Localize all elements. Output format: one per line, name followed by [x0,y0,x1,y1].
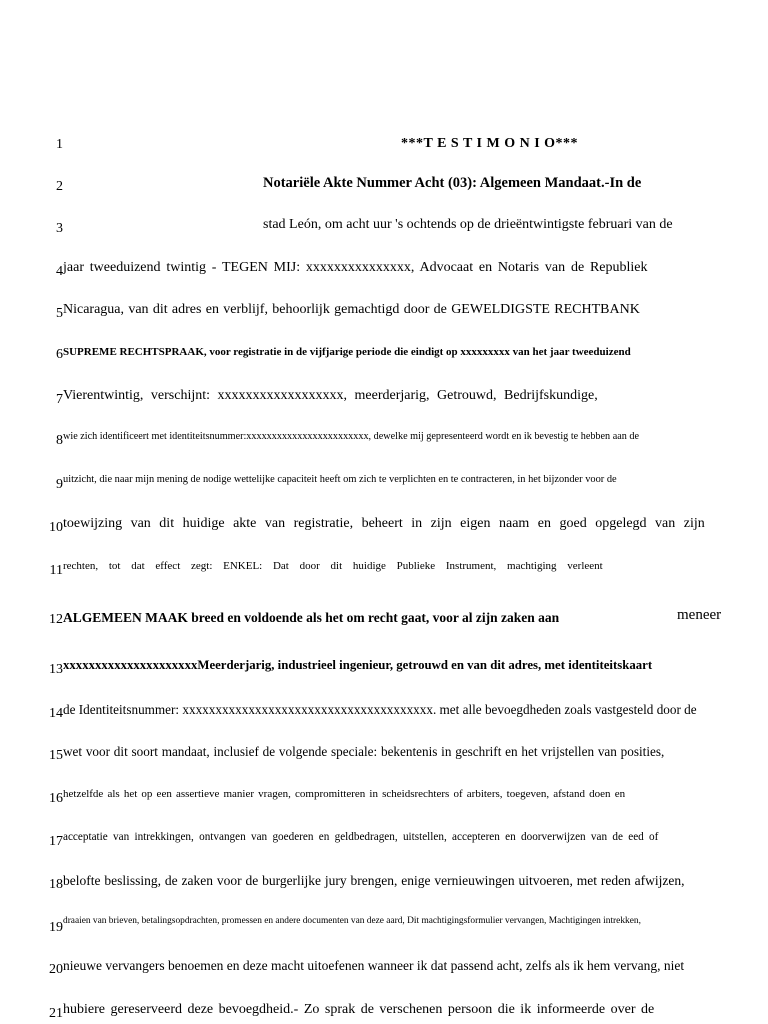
line-number: 18 [49,877,63,892]
line-number: 6 [56,347,63,362]
line-number: 21 [49,1006,63,1021]
line-number: 19 [49,920,63,935]
body-text: belofte beslissing, de zaken voor de burgerlijke jury brengen, enige vernieuwingen uitvoeren, met reden afwijzen, [63,873,685,888]
body-text: toewijzing van dit huidige akte van registratie, beheert in zijn eigen naam en goed opgelegd van zijn [63,516,705,531]
line-number: 14 [49,706,63,721]
line-number: 15 [49,748,63,763]
body-text: draaien van brieven, betalingsopdrachten, promessen en andere documenten van deze aard, Dit machtigingsformulier vervangen, Machtigingen intrekken, [63,916,641,926]
line-number: 5 [56,306,63,321]
line-number: 20 [49,962,63,977]
body-text-extra: meneer [677,607,722,623]
body-text: rechten, tot dat effect zegt: ENKEL: Dat door dit huidige Publieke Instrument, machtiging verleent [63,560,603,572]
body-text: ALGEMEEN MAAK breed en voldoende als het om recht gaat, voor al zijn zaken aan [63,610,560,625]
line-number: 13 [49,662,63,677]
body-text: uitzicht, die naar mijn mening de nodige wettelijke capaciteit heeft om zich te verplichten en te contracteren, in het bijzonder voor de [63,474,617,485]
line-number: 3 [56,221,63,236]
body-text: nieuwe vervangers benoemen en deze macht uitoefenen wanneer ik dat passend acht, zelfs als ik hem vervang, niet [63,958,685,973]
body-text: xxxxxxxxxxxxxxxxxxxxxMeerderjarig, industrieel ingenieur, getrouwd en van dit adres, met identiteitskaart [63,658,653,672]
document-title: ***T E S T I M O N I O*** [401,136,579,151]
body-text: hetzelfde als het op een assertieve manier vragen, compromitteren in scheidsrechters of arbiters, toegeven, afstand doen en [63,788,626,800]
line-number: 1 [56,137,63,152]
line-number: 12 [49,612,63,627]
body-text: de Identiteitsnummer: xxxxxxxxxxxxxxxxxxxxxxxxxxxxxxxxxxxxxx. met alle bevoegdheden zoals vastgesteld door de [63,702,697,717]
line-number: 10 [49,520,63,535]
line-number: 11 [49,563,63,578]
line-number: 16 [49,791,63,806]
body-text: Vierentwintig, verschijnt: xxxxxxxxxxxxxxxxxx, meerderjarig, Getrouwd, Bedrijfskundige, [63,388,598,403]
body-text: wie zich identificeert met identiteitsnummer:xxxxxxxxxxxxxxxxxxxxxxxx, dewelke mij gepresenteerd wordt en ik bevestig te hebben aan de [63,431,639,442]
body-text: hubiere gereserveerd deze bevoegdheid.- Zo sprak de verschenen persoon die ik informeerde over de [63,1002,655,1017]
body-text: wet voor dit soort mandaat, inclusief de volgende speciale: bekentenis in geschrift en het vrijstellen van posities, [63,744,665,759]
line-number: 8 [56,433,63,448]
deed-heading: Notariële Akte Nummer Acht (03): Algemeen Mandaat.-In de [263,175,642,191]
line-number: 9 [56,477,63,492]
body-text: stad León, om acht uur 's ochtends op de drieëntwintigste februari van de [263,217,673,232]
body-text: SUPREME RECHTSPRAAK, voor registratie in de vijfjarige periode die eindigt op xxxxxxxxx van het jaar tweeduizend [63,346,631,358]
body-text: Nicaragua, van dit adres en verblijf, behoorlijk gemachtigd door de GEWELDIGSTE RECHTBANK [63,302,640,317]
line-number: 7 [56,392,63,407]
body-text: acceptatie van intrekkingen, ontvangen van goederen en geldbedragen, uitstellen, accepteren en doorverwijzen van de eed of [63,831,659,843]
line-number: 4 [56,264,63,279]
line-number: 17 [49,834,63,849]
body-text: jaar tweeduizend twintig - TEGEN MIJ: xxxxxxxxxxxxxxx, Advocaat en Notaris van de Republiek [63,260,648,275]
line-number: 2 [56,179,63,194]
